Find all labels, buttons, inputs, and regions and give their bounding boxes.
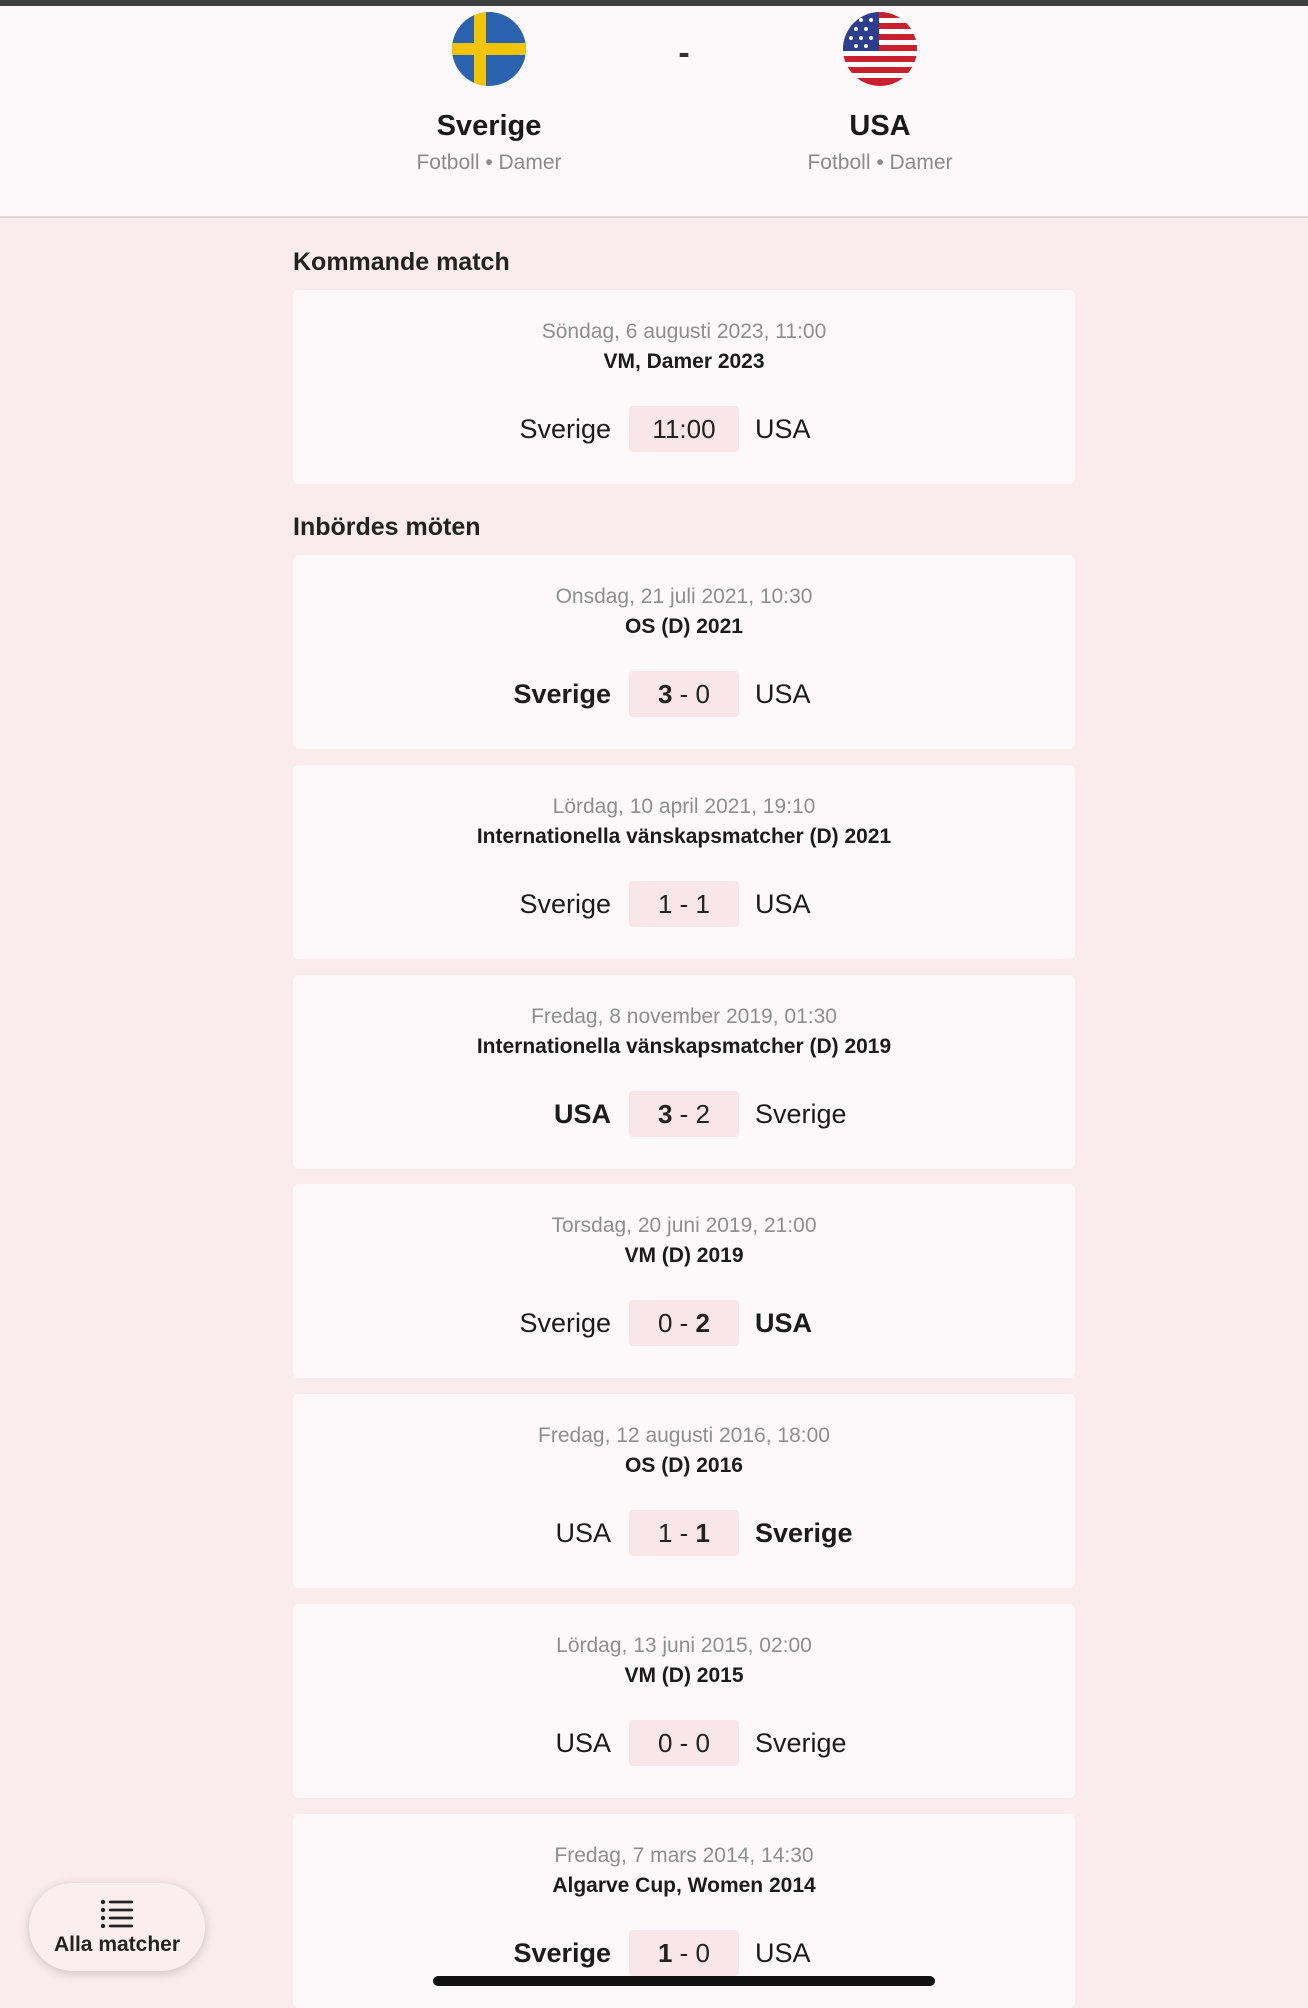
match-competition: VM (D) 2019: [624, 1244, 744, 1267]
match-score: 1 - 1: [629, 1510, 739, 1556]
home-score: 0: [657, 1308, 673, 1338]
home-score: 0: [657, 1728, 673, 1758]
match-score: 0 - 0: [629, 1720, 739, 1766]
home-indicator[interactable]: [433, 1976, 935, 1986]
h2h-match-card[interactable]: [293, 765, 1075, 959]
match-score: 0 - 2: [629, 1300, 739, 1346]
match-away-team: Sverige: [755, 1518, 853, 1548]
match-home-team: USA: [555, 1728, 611, 1758]
match-away-team: Sverige: [755, 1099, 847, 1129]
match-away-team: Sverige: [755, 1728, 847, 1758]
sweden-flag-icon: [452, 12, 526, 86]
usa-flag-icon: [843, 12, 917, 86]
away-score: 0: [695, 1938, 711, 1968]
match-home-team: Sverige: [519, 1308, 611, 1338]
match-competition: OS (D) 2016: [625, 1454, 743, 1477]
away-score: 1: [695, 1518, 711, 1548]
match-score: 3 - 0: [629, 671, 739, 717]
h2h-match-card[interactable]: [293, 1184, 1075, 1378]
away-score: 2: [695, 1308, 711, 1338]
away-score: 0: [695, 679, 711, 709]
home-score: 1: [657, 1518, 673, 1548]
match-competition: Internationella vänskapsmatcher (D) 2019: [476, 1035, 892, 1058]
all-matches-label: Alla matcher: [53, 1933, 181, 1956]
home-score: 3: [657, 679, 673, 709]
match-date: Torsdag, 20 juni 2019, 21:00: [551, 1214, 817, 1237]
home-score: 3: [657, 1099, 673, 1129]
home-team-name: Sverige: [436, 110, 542, 142]
upcoming-match-card[interactable]: [293, 290, 1075, 484]
match-score: 1 - 0: [629, 1930, 739, 1976]
h2h-section-title: Inbördes möten: [293, 513, 481, 541]
match-score: 1 - 1: [629, 881, 739, 927]
match-home-team: Sverige: [513, 1938, 611, 1968]
match-date: Lördag, 13 juni 2015, 02:00: [556, 1634, 812, 1657]
h2h-match-card[interactable]: [293, 555, 1075, 749]
away-team[interactable]: [730, 12, 1030, 175]
match-away-team: USA: [755, 1308, 813, 1338]
match-date: Fredag, 12 augusti 2016, 18:00: [538, 1424, 830, 1447]
away-team-name: USA: [849, 110, 911, 142]
home-score: 1: [657, 889, 673, 919]
match-competition: OS (D) 2021: [625, 615, 743, 638]
match-date: Onsdag, 21 juli 2021, 10:30: [555, 585, 813, 608]
match-score: 3 - 2: [629, 1091, 739, 1137]
match-away-team: USA: [755, 679, 811, 709]
away-score: 2: [695, 1099, 711, 1129]
match-date: Fredag, 8 november 2019, 01:30: [531, 1005, 837, 1028]
h2h-match-card[interactable]: [293, 975, 1075, 1169]
h2h-match-card[interactable]: [293, 1394, 1075, 1588]
match-home-team: USA: [553, 1099, 611, 1129]
match-competition: Internationella vänskapsmatcher (D) 2021: [476, 825, 892, 848]
match-competition: VM, Damer 2023: [603, 350, 765, 373]
match-competition: Algarve Cup, Women 2014: [552, 1874, 816, 1897]
match-home-team: Sverige: [513, 679, 611, 709]
list-icon: [100, 1898, 134, 1928]
match-home-team: Sverige: [519, 414, 611, 444]
match-home-team: Sverige: [519, 889, 611, 919]
match-competition: VM (D) 2015: [624, 1664, 744, 1687]
home-team-subtitle: Fotboll • Damer: [416, 151, 562, 174]
home-team[interactable]: [339, 12, 639, 175]
match-date: Fredag, 7 mars 2014, 14:30: [554, 1844, 814, 1867]
away-score: 1: [695, 889, 711, 919]
away-team-subtitle: Fotboll • Damer: [807, 151, 953, 174]
match-away-team: USA: [755, 1938, 811, 1968]
h2h-match-card[interactable]: [293, 1604, 1075, 1798]
match-date: Lördag, 10 april 2021, 19:10: [552, 795, 816, 818]
upcoming-section-title: Kommande match: [293, 248, 510, 276]
match-away-team: USA: [755, 889, 811, 919]
match-kickoff-time: 11:00: [629, 406, 739, 452]
match-away-team: USA: [755, 414, 811, 444]
all-matches-button[interactable]: [29, 1883, 205, 1971]
match-date: Söndag, 6 augusti 2023, 11:00: [541, 320, 827, 343]
vs-separator: -: [678, 34, 690, 72]
match-header: [0, 6, 1308, 218]
home-score: 1: [657, 1938, 673, 1968]
away-score: 0: [695, 1728, 711, 1758]
match-home-team: USA: [555, 1518, 611, 1548]
